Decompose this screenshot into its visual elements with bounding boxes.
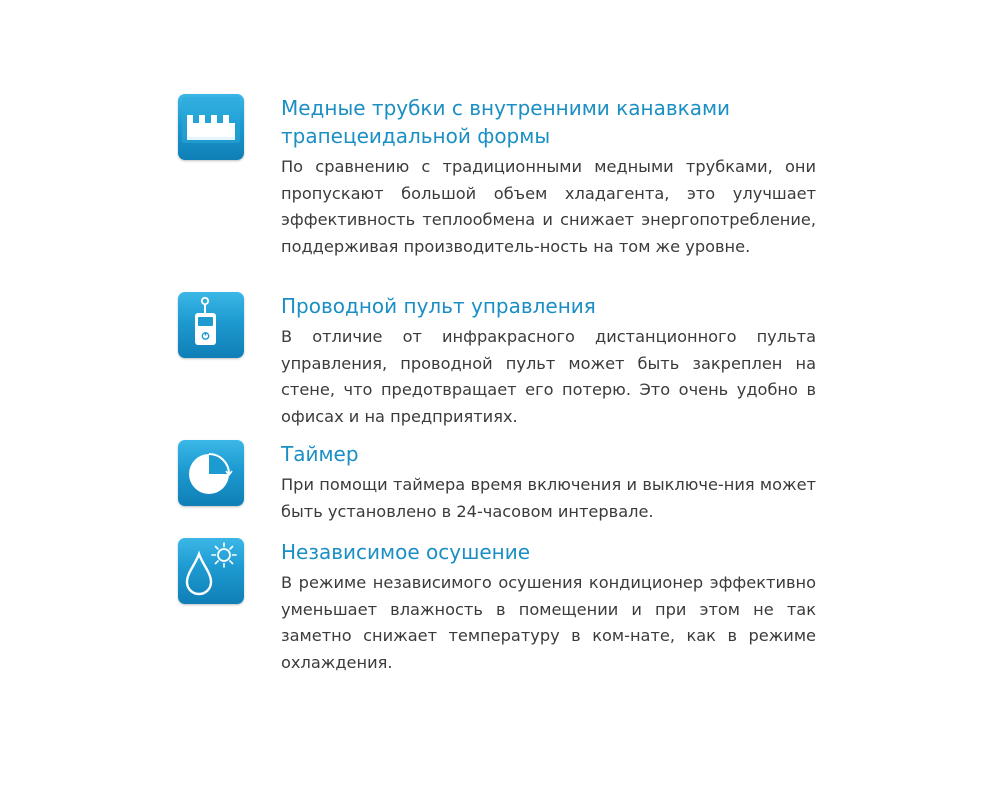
feature-title: Проводной пульт управления — [281, 294, 596, 318]
feature-description: В режиме независимого осушения кондиционер эффективно уменьшает влажность в помещении и при этом не так заметно снижает температуру в ком-нате, как в режиме охлаждения. — [281, 573, 816, 672]
feature-description: При помощи таймера время включения и выключе-ния может быть установлено в 24-часовом интервале. — [281, 475, 816, 521]
feature-description: В отличие от инфракрасного дистанционного пульта управления, проводной пульт может быть закреплен на стене, что предотвращает его потерю. Это очень удобно в офисах и на предприятиях. — [281, 327, 816, 426]
grooved-tube-icon — [178, 94, 244, 160]
feature-timer — [178, 440, 828, 530]
wired-remote-icon — [178, 292, 244, 358]
feature-title: Независимое осушение — [281, 540, 531, 564]
drop-sun-icon — [178, 538, 244, 604]
feature-wired-remote — [178, 292, 828, 432]
feature-grooved-tubes — [178, 94, 828, 278]
feature-description: По сравнению с традиционными медными трубками, они пропускают большой объем хладагента, это улучшает эффективность теплообмена и снижает энергопотребление, поддерживая производитель-ность на том же уровне. — [281, 157, 816, 256]
feature-dehumidification — [178, 538, 828, 688]
feature-title: Медные трубки с внутренними канавками трапецеидальной формы — [281, 96, 731, 148]
feature-title: Таймер — [281, 442, 359, 466]
timer-icon — [178, 440, 244, 506]
